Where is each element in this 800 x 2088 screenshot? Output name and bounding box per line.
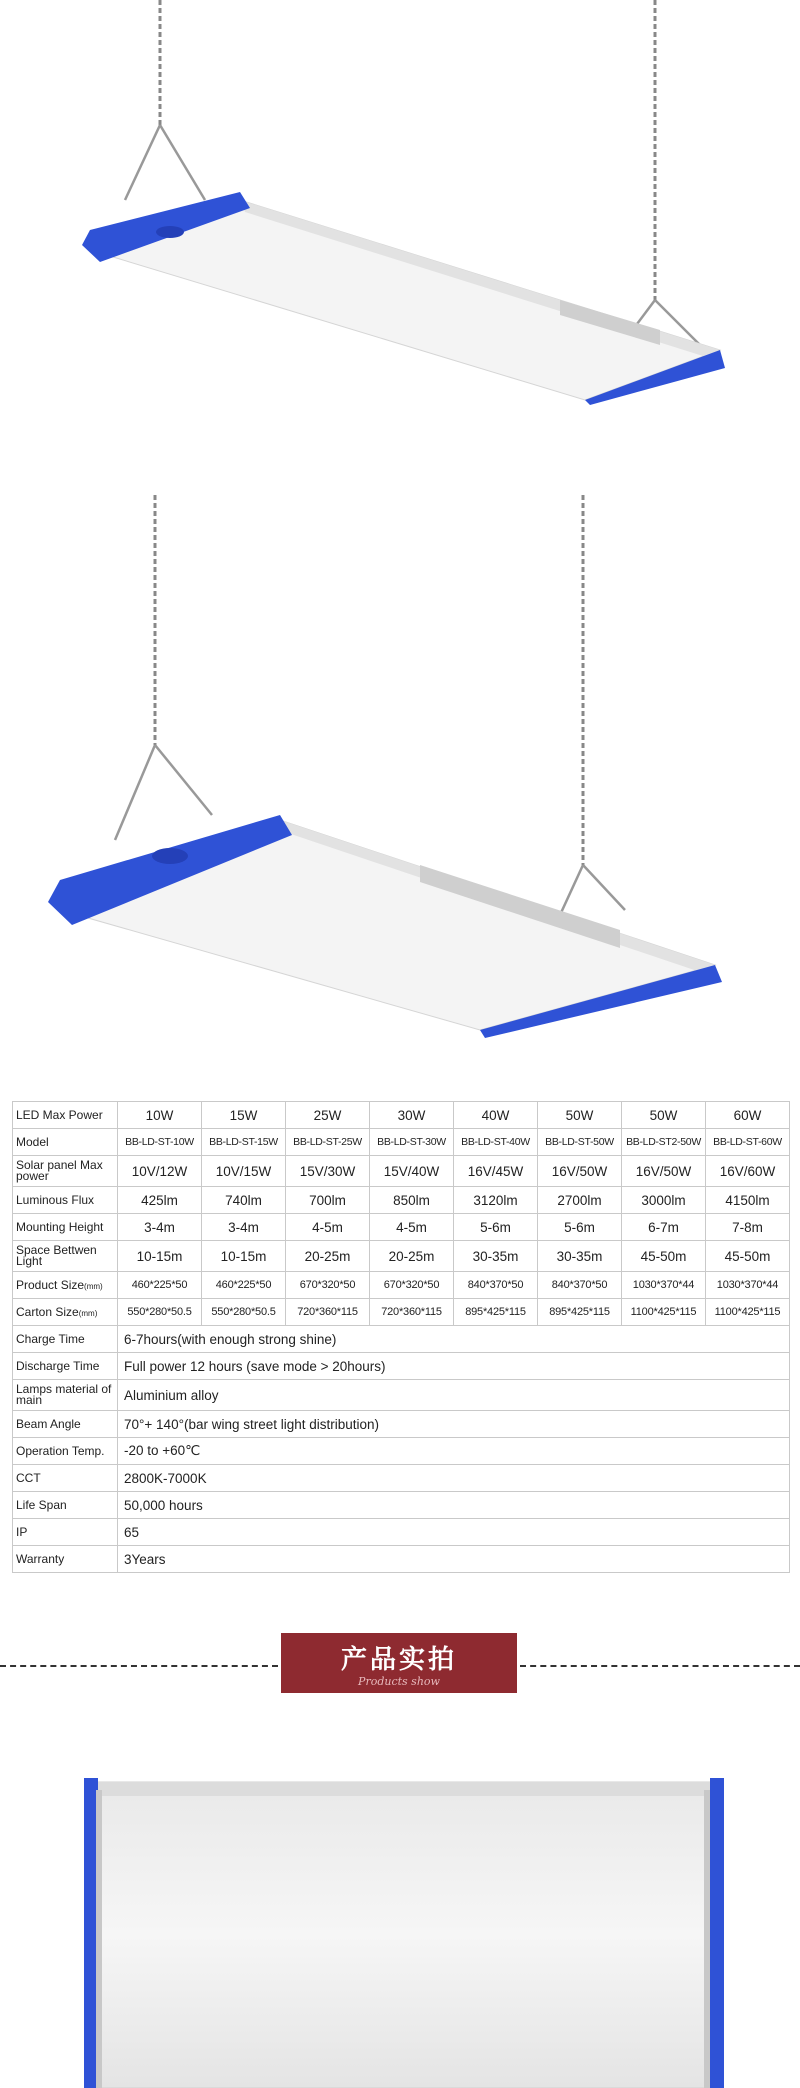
cell-space: 45-50m	[622, 1241, 706, 1272]
cell-solar: 16V/50W	[622, 1156, 706, 1187]
cell-product-size: 460*225*50	[202, 1272, 286, 1299]
cell-power: 25W	[286, 1102, 370, 1129]
table-row	[13, 1380, 790, 1411]
cell-solar: 10V/15W	[202, 1156, 286, 1187]
cell-power: 30W	[370, 1102, 454, 1129]
divider	[0, 1665, 278, 1667]
table-row	[13, 1519, 790, 1546]
cell-mount: 4-5m	[286, 1214, 370, 1241]
row-label-model: Model	[13, 1129, 118, 1156]
divider	[520, 1665, 800, 1667]
cell-temp: -20 to +60℃	[118, 1438, 790, 1465]
cell-product-size: 840*370*50	[454, 1272, 538, 1299]
row-label-ip: IP	[13, 1519, 118, 1546]
cell-charge: 6-7hours(with enough strong shine)	[118, 1326, 790, 1353]
cell-flux: 740lm	[202, 1187, 286, 1214]
cell-power: 15W	[202, 1102, 286, 1129]
cell-carton-size: 895*425*115	[538, 1299, 622, 1326]
cell-carton-size: 1100*425*115	[622, 1299, 706, 1326]
table-row	[13, 1465, 790, 1492]
unit-label: (mm)	[84, 1282, 103, 1291]
table-row	[13, 1187, 790, 1214]
row-label-product-size	[13, 1272, 118, 1299]
table-row	[13, 1492, 790, 1519]
table-row	[13, 1272, 790, 1299]
table-row	[13, 1411, 790, 1438]
table-row	[13, 1326, 790, 1353]
row-label-discharge: Discharge Time	[13, 1353, 118, 1380]
cell-power: 50W	[622, 1102, 706, 1129]
table-row	[13, 1129, 790, 1156]
cell-power: 40W	[454, 1102, 538, 1129]
cell-model: BB-LD-ST-60W	[706, 1129, 790, 1156]
cell-beam: 70°+ 140°(bar wing street light distribution)	[118, 1411, 790, 1438]
cell-solar: 15V/40W	[370, 1156, 454, 1187]
cell-space: 20-25m	[370, 1241, 454, 1272]
cell-solar: 16V/45W	[454, 1156, 538, 1187]
row-label-charge: Charge Time	[13, 1326, 118, 1353]
row-label-material: Lamps material of main	[13, 1380, 118, 1411]
cell-mount: 3-4m	[118, 1214, 202, 1241]
table-row	[13, 1299, 790, 1326]
cell-ip: 65	[118, 1519, 790, 1546]
cell-product-size: 1030*370*44	[706, 1272, 790, 1299]
cell-model: BB-LD-ST-30W	[370, 1129, 454, 1156]
carton-size-label: Carton Size	[16, 1305, 79, 1319]
product-size-label: Product Size	[16, 1278, 85, 1292]
row-label-life: Life Span	[13, 1492, 118, 1519]
cell-flux: 4150lm	[706, 1187, 790, 1214]
cell-power: 50W	[538, 1102, 622, 1129]
cell-cct: 2800K-7000K	[118, 1465, 790, 1492]
table-row	[13, 1156, 790, 1187]
product-photo-front	[0, 1720, 800, 2088]
cell-flux: 3120lm	[454, 1187, 538, 1214]
frame-side-left	[84, 1778, 98, 2088]
row-label-flux: Luminous Flux	[13, 1187, 118, 1214]
cell-model: BB-LD-ST-40W	[454, 1129, 538, 1156]
cell-flux: 3000lm	[622, 1187, 706, 1214]
row-label-mount: Mounting Height	[13, 1214, 118, 1241]
cell-solar: 16V/50W	[538, 1156, 622, 1187]
cell-carton-size: 1100*425*115	[706, 1299, 790, 1326]
cell-product-size: 840*370*50	[538, 1272, 622, 1299]
cell-model: BB-LD-ST2-50W	[622, 1129, 706, 1156]
cell-product-size: 1030*370*44	[622, 1272, 706, 1299]
cell-space: 10-15m	[118, 1241, 202, 1272]
table-row	[13, 1214, 790, 1241]
cell-discharge: Full power 12 hours (save mode > 20hours)	[118, 1353, 790, 1380]
cell-solar: 16V/60W	[706, 1156, 790, 1187]
cell-space: 30-35m	[454, 1241, 538, 1272]
cell-product-size: 460*225*50	[118, 1272, 202, 1299]
row-label-carton-size	[13, 1299, 118, 1326]
cell-flux: 2700lm	[538, 1187, 622, 1214]
cell-carton-size: 720*360*115	[370, 1299, 454, 1326]
cell-solar: 10V/12W	[118, 1156, 202, 1187]
cell-model: BB-LD-ST-50W	[538, 1129, 622, 1156]
row-label-space: Space Bettwen Light	[13, 1241, 118, 1272]
spec-table	[12, 1101, 790, 1573]
cell-flux: 700lm	[286, 1187, 370, 1214]
unit-label: (mm)	[78, 1309, 98, 1318]
cell-mount: 5-6m	[454, 1214, 538, 1241]
cell-space: 20-25m	[286, 1241, 370, 1272]
cell-mount: 6-7m	[622, 1214, 706, 1241]
cell-warranty: 3Years	[118, 1546, 790, 1573]
row-label-cct: CCT	[13, 1465, 118, 1492]
table-row	[13, 1102, 790, 1129]
frame-side-right	[710, 1778, 724, 2088]
cell-life: 50,000 hours	[118, 1492, 790, 1519]
row-label-solar: Solar panel Max power	[13, 1156, 118, 1187]
row-label-beam: Beam Angle	[13, 1411, 118, 1438]
section-title: 产品实拍	[340, 1645, 457, 1675]
row-label-temp: Operation Temp.	[13, 1438, 118, 1465]
cell-material: Aluminium alloy	[118, 1380, 790, 1411]
product-photo-hanging-2	[0, 470, 800, 1100]
cell-product-size: 670*320*50	[370, 1272, 454, 1299]
cell-flux: 425lm	[118, 1187, 202, 1214]
row-label-warranty: Warranty	[13, 1546, 118, 1573]
cell-flux: 850lm	[370, 1187, 454, 1214]
cell-mount: 5-6m	[538, 1214, 622, 1241]
table-row	[13, 1438, 790, 1465]
cell-power: 60W	[706, 1102, 790, 1129]
table-row	[13, 1353, 790, 1380]
cell-model: BB-LD-ST-25W	[286, 1129, 370, 1156]
cell-power: 10W	[118, 1102, 202, 1129]
cell-space: 30-35m	[538, 1241, 622, 1272]
cell-carton-size: 550*280*50.5	[202, 1299, 286, 1326]
section-banner	[0, 1628, 800, 1690]
cell-space: 10-15m	[202, 1241, 286, 1272]
cell-carton-size: 550*280*50.5	[118, 1299, 202, 1326]
product-photo-hanging-1	[0, 0, 800, 470]
cell-solar: 15V/30W	[286, 1156, 370, 1187]
table-row	[13, 1241, 790, 1272]
cell-mount: 7-8m	[706, 1214, 790, 1241]
row-label-power: LED Max Power	[13, 1102, 118, 1129]
section-subtitle: Products show	[358, 1675, 440, 1688]
section-title-box	[281, 1633, 517, 1693]
cell-space: 45-50m	[706, 1241, 790, 1272]
cell-model: BB-LD-ST-10W	[118, 1129, 202, 1156]
cell-carton-size: 720*360*115	[286, 1299, 370, 1326]
table-row	[13, 1546, 790, 1573]
cell-carton-size: 895*425*115	[454, 1299, 538, 1326]
cell-mount: 3-4m	[202, 1214, 286, 1241]
cell-mount: 4-5m	[370, 1214, 454, 1241]
cell-model: BB-LD-ST-15W	[202, 1129, 286, 1156]
cell-product-size: 670*320*50	[286, 1272, 370, 1299]
